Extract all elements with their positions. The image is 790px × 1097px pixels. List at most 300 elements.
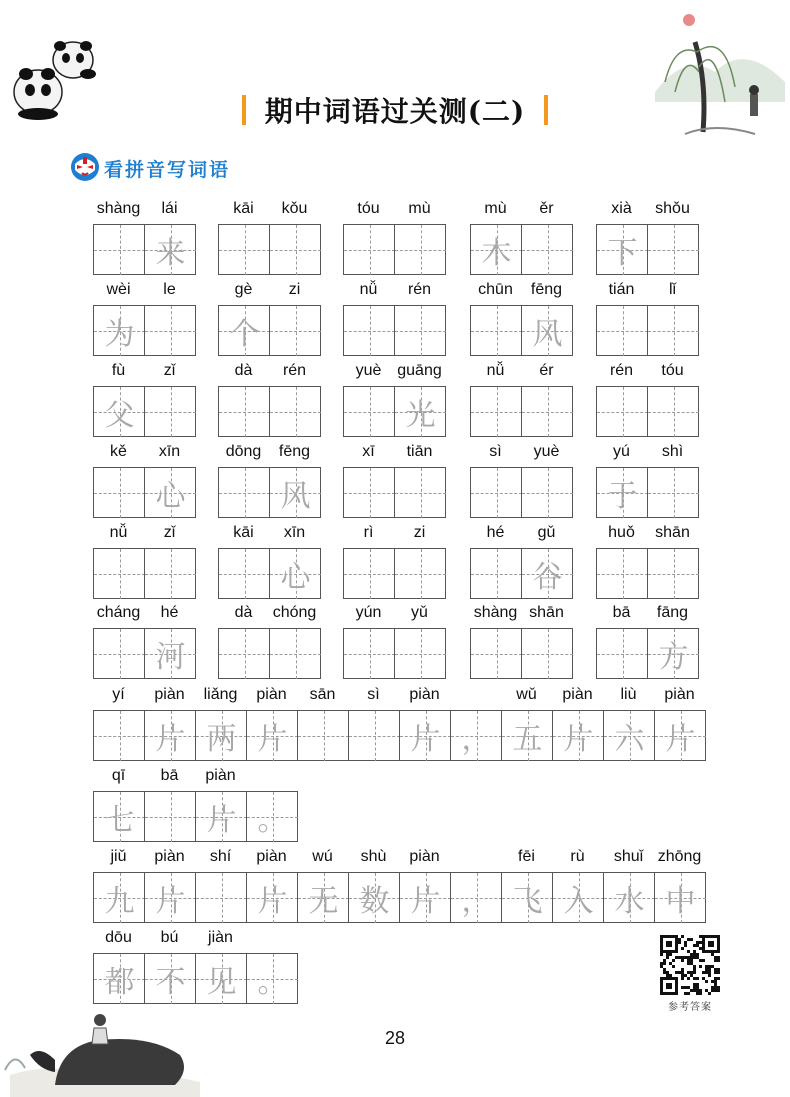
word-grid [470, 467, 573, 518]
pinyin-label: piàn [562, 686, 593, 703]
writing-cell[interactable] [471, 225, 522, 275]
word-grid [470, 548, 573, 599]
hint-character: 下 [607, 236, 638, 271]
pinyin-label: nǚ [359, 281, 378, 298]
writing-cell[interactable] [648, 549, 699, 599]
writing-cell[interactable] [604, 711, 655, 761]
hint-character [597, 306, 648, 356]
writing-cell[interactable] [270, 306, 321, 356]
writing-cell[interactable] [471, 468, 522, 518]
writing-cell[interactable] [395, 306, 446, 356]
writing-cell[interactable] [219, 306, 270, 356]
hint-character [145, 792, 196, 842]
writing-cell[interactable] [395, 387, 446, 437]
hint-character [219, 549, 270, 599]
writing-cell[interactable] [145, 468, 196, 518]
writing-cell[interactable] [597, 468, 648, 518]
writing-cell[interactable] [298, 873, 349, 923]
qr-code[interactable] [660, 935, 720, 995]
word-grid [343, 467, 446, 518]
title-bar-right [544, 95, 548, 125]
hint-character: 为 [104, 317, 135, 352]
word-grid [470, 224, 573, 275]
pinyin-label: nǚ [486, 362, 505, 379]
pinyin-label: fù [111, 362, 126, 379]
qr-code-icon [660, 935, 720, 995]
hint-character: 风 [532, 317, 563, 352]
word-grid [218, 628, 321, 679]
pinyin-label: wèi [106, 281, 131, 298]
writing-cell[interactable] [471, 549, 522, 599]
pinyin-label: shù [360, 848, 387, 865]
pinyin-label: dōu [105, 929, 132, 946]
writing-cell[interactable] [522, 629, 573, 679]
pinyin-label: rén [282, 362, 307, 379]
word-grid [596, 628, 699, 679]
writing-cell[interactable] [94, 711, 145, 761]
writing-cell[interactable] [597, 225, 648, 275]
writing-cell[interactable] [145, 306, 196, 356]
pinyin-label: fēng [278, 443, 311, 460]
writing-cell[interactable] [471, 387, 522, 437]
hint-character [471, 306, 522, 356]
page-title: 期中词语过关测(二) [264, 95, 526, 128]
hint-character [648, 468, 699, 518]
sentence-grid [93, 710, 706, 761]
word-grid [343, 628, 446, 679]
writing-cell[interactable] [522, 387, 573, 437]
word-grid [470, 386, 573, 437]
hint-character: 片 [257, 884, 288, 919]
hint-character [648, 225, 699, 275]
pinyin-label: piàn [205, 767, 236, 784]
writing-cell[interactable] [522, 225, 573, 275]
word-grid [93, 467, 196, 518]
hint-character [94, 468, 145, 518]
pinyin-label: bā [160, 767, 179, 784]
writing-cell[interactable] [451, 873, 502, 923]
word-grid [596, 305, 699, 356]
hint-character [219, 468, 270, 518]
writing-cell[interactable] [597, 306, 648, 356]
word-grid [470, 628, 573, 679]
pinyin-label: mù [408, 200, 431, 217]
pinyin-label: wǔ [516, 686, 537, 703]
pinyin-label: wú [312, 848, 333, 865]
pinyin-label: chūn [478, 281, 513, 298]
writing-cell[interactable] [648, 225, 699, 275]
pinyin-label: xià [611, 200, 632, 217]
writing-cell[interactable] [344, 468, 395, 518]
opera-mask-icon [70, 152, 100, 182]
hint-character [270, 306, 321, 356]
writing-cell[interactable] [145, 792, 196, 842]
pinyin-label: shuǐ [613, 848, 644, 865]
hint-character [349, 711, 400, 761]
writing-cell[interactable] [648, 629, 699, 679]
pinyin-label: liǎng [203, 686, 238, 703]
writing-cell[interactable] [270, 468, 321, 518]
writing-cell[interactable] [655, 711, 706, 761]
hint-character [597, 629, 648, 679]
hint-character [298, 711, 349, 761]
hint-character: 中 [665, 884, 696, 919]
writing-cell[interactable] [597, 629, 648, 679]
pinyin-label: dà [234, 604, 253, 621]
writing-cell[interactable] [145, 549, 196, 599]
hint-character [94, 629, 145, 679]
writing-cell[interactable] [270, 549, 321, 599]
pinyin-label: yún [355, 604, 382, 621]
writing-cell[interactable] [247, 873, 298, 923]
writing-cell[interactable] [648, 387, 699, 437]
writing-cell[interactable] [648, 468, 699, 518]
hint-character [344, 549, 395, 599]
hint-character [270, 225, 321, 275]
hint-character [145, 549, 196, 599]
pinyin-label: kāi [233, 200, 254, 217]
pinyin-label: piàn [256, 848, 287, 865]
hint-character: 来 [155, 236, 186, 271]
hint-character [145, 387, 196, 437]
hint-character [219, 387, 270, 437]
pinyin-label: piàn [409, 686, 440, 703]
writing-cell[interactable] [344, 306, 395, 356]
sentence-grid [93, 953, 298, 1004]
writing-cell[interactable] [196, 711, 247, 761]
pinyin-label: zǐ [163, 362, 176, 379]
pinyin-label: qī [111, 767, 126, 784]
writing-cell[interactable] [502, 711, 553, 761]
writing-cell[interactable] [219, 387, 270, 437]
writing-cell[interactable] [344, 225, 395, 275]
pinyin-label: hé [160, 604, 179, 621]
writing-cell[interactable] [94, 549, 145, 599]
hint-character: 。 [257, 803, 288, 838]
word-grid [343, 224, 446, 275]
hint-character [344, 387, 395, 437]
pinyin-label: tiān [406, 443, 433, 460]
hint-character [270, 387, 321, 437]
word-grid [218, 305, 321, 356]
hint-character [344, 468, 395, 518]
writing-cell[interactable] [196, 873, 247, 923]
hint-character: 片 [563, 722, 594, 757]
word-grid [93, 224, 196, 275]
hint-character [344, 225, 395, 275]
pinyin-label: gè [234, 281, 253, 298]
pinyin-label: bú [160, 929, 179, 946]
writing-cell[interactable] [522, 306, 573, 356]
hint-character [145, 306, 196, 356]
hint-character: 片 [257, 722, 288, 757]
hint-character [522, 468, 573, 518]
hint-character: 片 [155, 884, 186, 919]
writing-cell[interactable] [94, 225, 145, 275]
writing-cell[interactable] [400, 711, 451, 761]
qr-label: 参考答案 [668, 1002, 712, 1013]
writing-cell[interactable] [648, 306, 699, 356]
pinyin-label: ér [539, 362, 554, 379]
hint-character [522, 387, 573, 437]
pinyin-label: jiàn [208, 929, 233, 946]
hint-character: 。 [257, 965, 288, 1000]
hint-character [94, 711, 145, 761]
word-grid [218, 224, 321, 275]
writing-cell[interactable] [145, 954, 196, 1004]
writing-cell[interactable] [219, 549, 270, 599]
pinyin-label: liù [620, 686, 637, 703]
pinyin-label: yú [613, 443, 630, 460]
writing-cell[interactable] [553, 873, 604, 923]
hint-character: ， [461, 884, 492, 919]
writing-cell[interactable] [395, 549, 446, 599]
pinyin-label: piàn [664, 686, 695, 703]
pinyin-label: cháng [96, 604, 141, 621]
writing-cell[interactable] [344, 549, 395, 599]
pinyin-label: zi [413, 524, 426, 541]
pinyin-label: sì [367, 686, 380, 703]
hint-character [395, 549, 446, 599]
word-grid [93, 305, 196, 356]
pinyin-label: rì [363, 524, 374, 541]
pinyin-label: ěr [539, 200, 554, 217]
pinyin-label: yí [112, 686, 125, 703]
pinyin-label: piàn [154, 686, 185, 703]
pinyin-label: huǒ [608, 524, 635, 541]
writing-cell[interactable] [219, 468, 270, 518]
hint-character [219, 629, 270, 679]
writing-cell[interactable] [219, 629, 270, 679]
hint-character [522, 629, 573, 679]
writing-cell[interactable] [349, 873, 400, 923]
word-grid [218, 386, 321, 437]
hint-character: 飞 [512, 884, 543, 919]
sentence-grid [93, 791, 298, 842]
pinyin-label: dōng [225, 443, 262, 460]
hint-character: 片 [410, 722, 441, 757]
pinyin-label: kě [110, 443, 127, 460]
pinyin-label: zi [288, 281, 301, 298]
writing-cell[interactable] [344, 629, 395, 679]
hint-character: ， [461, 722, 492, 757]
writing-cell[interactable] [395, 225, 446, 275]
word-grid [596, 224, 699, 275]
hint-character: 都 [104, 965, 135, 1000]
writing-cell[interactable] [344, 387, 395, 437]
pinyin-label: fēng [530, 281, 563, 298]
writing-cell[interactable] [94, 468, 145, 518]
pinyin-label: shǒu [655, 200, 690, 217]
pinyin-label: yǔ [411, 604, 428, 621]
word-grid [343, 305, 446, 356]
hint-character [597, 549, 648, 599]
word-grid [218, 467, 321, 518]
hint-character: 数 [359, 884, 390, 919]
hint-character [94, 225, 145, 275]
hint-character: 不 [155, 965, 186, 1000]
pinyin-label: le [163, 281, 176, 298]
hint-character: 五 [512, 722, 543, 757]
hint-character: 河 [155, 640, 186, 675]
writing-cell[interactable] [145, 873, 196, 923]
page-number: 28 [384, 1028, 406, 1048]
pinyin-label: rén [609, 362, 634, 379]
word-grid [93, 628, 196, 679]
pinyin-label: xīn [158, 443, 181, 460]
hint-character: 片 [410, 884, 441, 919]
writing-cell[interactable] [145, 629, 196, 679]
writing-cell[interactable] [247, 954, 298, 1004]
hint-character [471, 468, 522, 518]
writing-cell[interactable] [94, 387, 145, 437]
pinyin-label: mù [484, 200, 507, 217]
pinyin-label: gǔ [537, 524, 556, 541]
hint-character: 风 [280, 479, 311, 514]
writing-cell[interactable] [270, 225, 321, 275]
pinyin-label: hé [486, 524, 505, 541]
word-grid [93, 386, 196, 437]
writing-cell[interactable] [597, 549, 648, 599]
word-grid [596, 386, 699, 437]
hint-character [648, 387, 699, 437]
hint-character [395, 629, 446, 679]
pinyin-label: sān [309, 686, 336, 703]
writing-cell[interactable] [604, 873, 655, 923]
hint-character: 父 [104, 398, 135, 433]
pinyin-label: dà [234, 362, 253, 379]
writing-cell[interactable] [298, 711, 349, 761]
writing-cell[interactable] [502, 873, 553, 923]
writing-cell[interactable] [349, 711, 400, 761]
writing-cell[interactable] [196, 954, 247, 1004]
pinyin-label: piàn [256, 686, 287, 703]
sentence-grid [93, 872, 706, 923]
writing-cell[interactable] [395, 468, 446, 518]
writing-cell[interactable] [270, 629, 321, 679]
pinyin-label: chóng [272, 604, 317, 621]
pinyin-label: sì [489, 443, 502, 460]
pinyin-label: fēi [518, 848, 535, 865]
writing-cell[interactable] [655, 873, 706, 923]
writing-cell[interactable] [270, 387, 321, 437]
pinyin-label: xīn [283, 524, 306, 541]
hint-character [395, 468, 446, 518]
hint-character: 心 [280, 560, 311, 595]
writing-cell[interactable] [196, 792, 247, 842]
writing-cell[interactable] [522, 468, 573, 518]
hint-character [344, 629, 395, 679]
writing-cell[interactable] [522, 549, 573, 599]
pinyin-label: bā [612, 604, 631, 621]
hint-character [219, 225, 270, 275]
pinyin-label: shì [661, 443, 684, 460]
word-grid [470, 305, 573, 356]
hint-character: 入 [563, 884, 594, 919]
title-bar-left [242, 95, 246, 125]
writing-cell[interactable] [597, 387, 648, 437]
pinyin-label: piàn [409, 848, 440, 865]
writing-cell[interactable] [94, 954, 145, 1004]
word-grid [343, 386, 446, 437]
writing-cell[interactable] [145, 387, 196, 437]
pinyin-label: kǒu [281, 200, 308, 217]
hint-character: 木 [481, 236, 512, 271]
pinyin-label: rù [570, 848, 585, 865]
writing-cell[interactable] [400, 873, 451, 923]
writing-cell[interactable] [145, 225, 196, 275]
hint-character [597, 387, 648, 437]
hint-character [344, 306, 395, 356]
hint-character: 光 [405, 398, 436, 433]
hint-character: 见 [206, 965, 237, 1000]
pinyin-label: lǐ [668, 281, 677, 298]
pinyin-label: xī [362, 443, 375, 460]
hint-character: 片 [155, 722, 186, 757]
hint-character [648, 306, 699, 356]
hint-character [471, 387, 522, 437]
pinyin-label: yuè [355, 362, 382, 379]
pinyin-label: fāng [656, 604, 689, 621]
writing-cell[interactable] [471, 629, 522, 679]
hint-character: 谷 [532, 560, 563, 595]
writing-cell[interactable] [247, 711, 298, 761]
section-label: 看拼音写词语 [104, 159, 231, 181]
hint-character [395, 225, 446, 275]
pinyin-label: tián [608, 281, 635, 298]
hint-character [471, 629, 522, 679]
writing-cell[interactable] [94, 873, 145, 923]
hint-character: 个 [229, 317, 260, 352]
hint-character [648, 549, 699, 599]
pinyin-label: nǚ [109, 524, 128, 541]
pinyin-label: tóu [357, 200, 380, 217]
writing-cell[interactable] [553, 711, 604, 761]
pinyin-label: kāi [233, 524, 254, 541]
word-grid [596, 548, 699, 599]
hint-character: 水 [614, 884, 645, 919]
hint-character [270, 629, 321, 679]
hint-character: 两 [206, 722, 237, 757]
hint-character [522, 225, 573, 275]
word-grid [596, 467, 699, 518]
word-grid [93, 548, 196, 599]
hint-character [94, 549, 145, 599]
pinyin-label: shàng [473, 604, 518, 621]
hint-character: 心 [155, 479, 186, 514]
writing-cell[interactable] [94, 629, 145, 679]
pinyin-label: shí [209, 848, 232, 865]
pinyin-label: zǐ [163, 524, 176, 541]
writing-cell[interactable] [451, 711, 502, 761]
writing-cell[interactable] [395, 629, 446, 679]
hint-character: 于 [607, 479, 638, 514]
word-grid [343, 548, 446, 599]
pinyin-label: piàn [154, 848, 185, 865]
writing-cell[interactable] [145, 711, 196, 761]
hint-character: 无 [308, 884, 339, 919]
writing-cell[interactable] [471, 306, 522, 356]
writing-cell[interactable] [219, 225, 270, 275]
writing-cell[interactable] [247, 792, 298, 842]
writing-cell[interactable] [94, 792, 145, 842]
writing-cell[interactable] [94, 306, 145, 356]
pinyin-label: shān [655, 524, 690, 541]
pinyin-label: tóu [661, 362, 684, 379]
pinyin-label: jiǔ [110, 848, 127, 865]
pinyin-label: shān [529, 604, 564, 621]
title-block [0, 90, 790, 130]
